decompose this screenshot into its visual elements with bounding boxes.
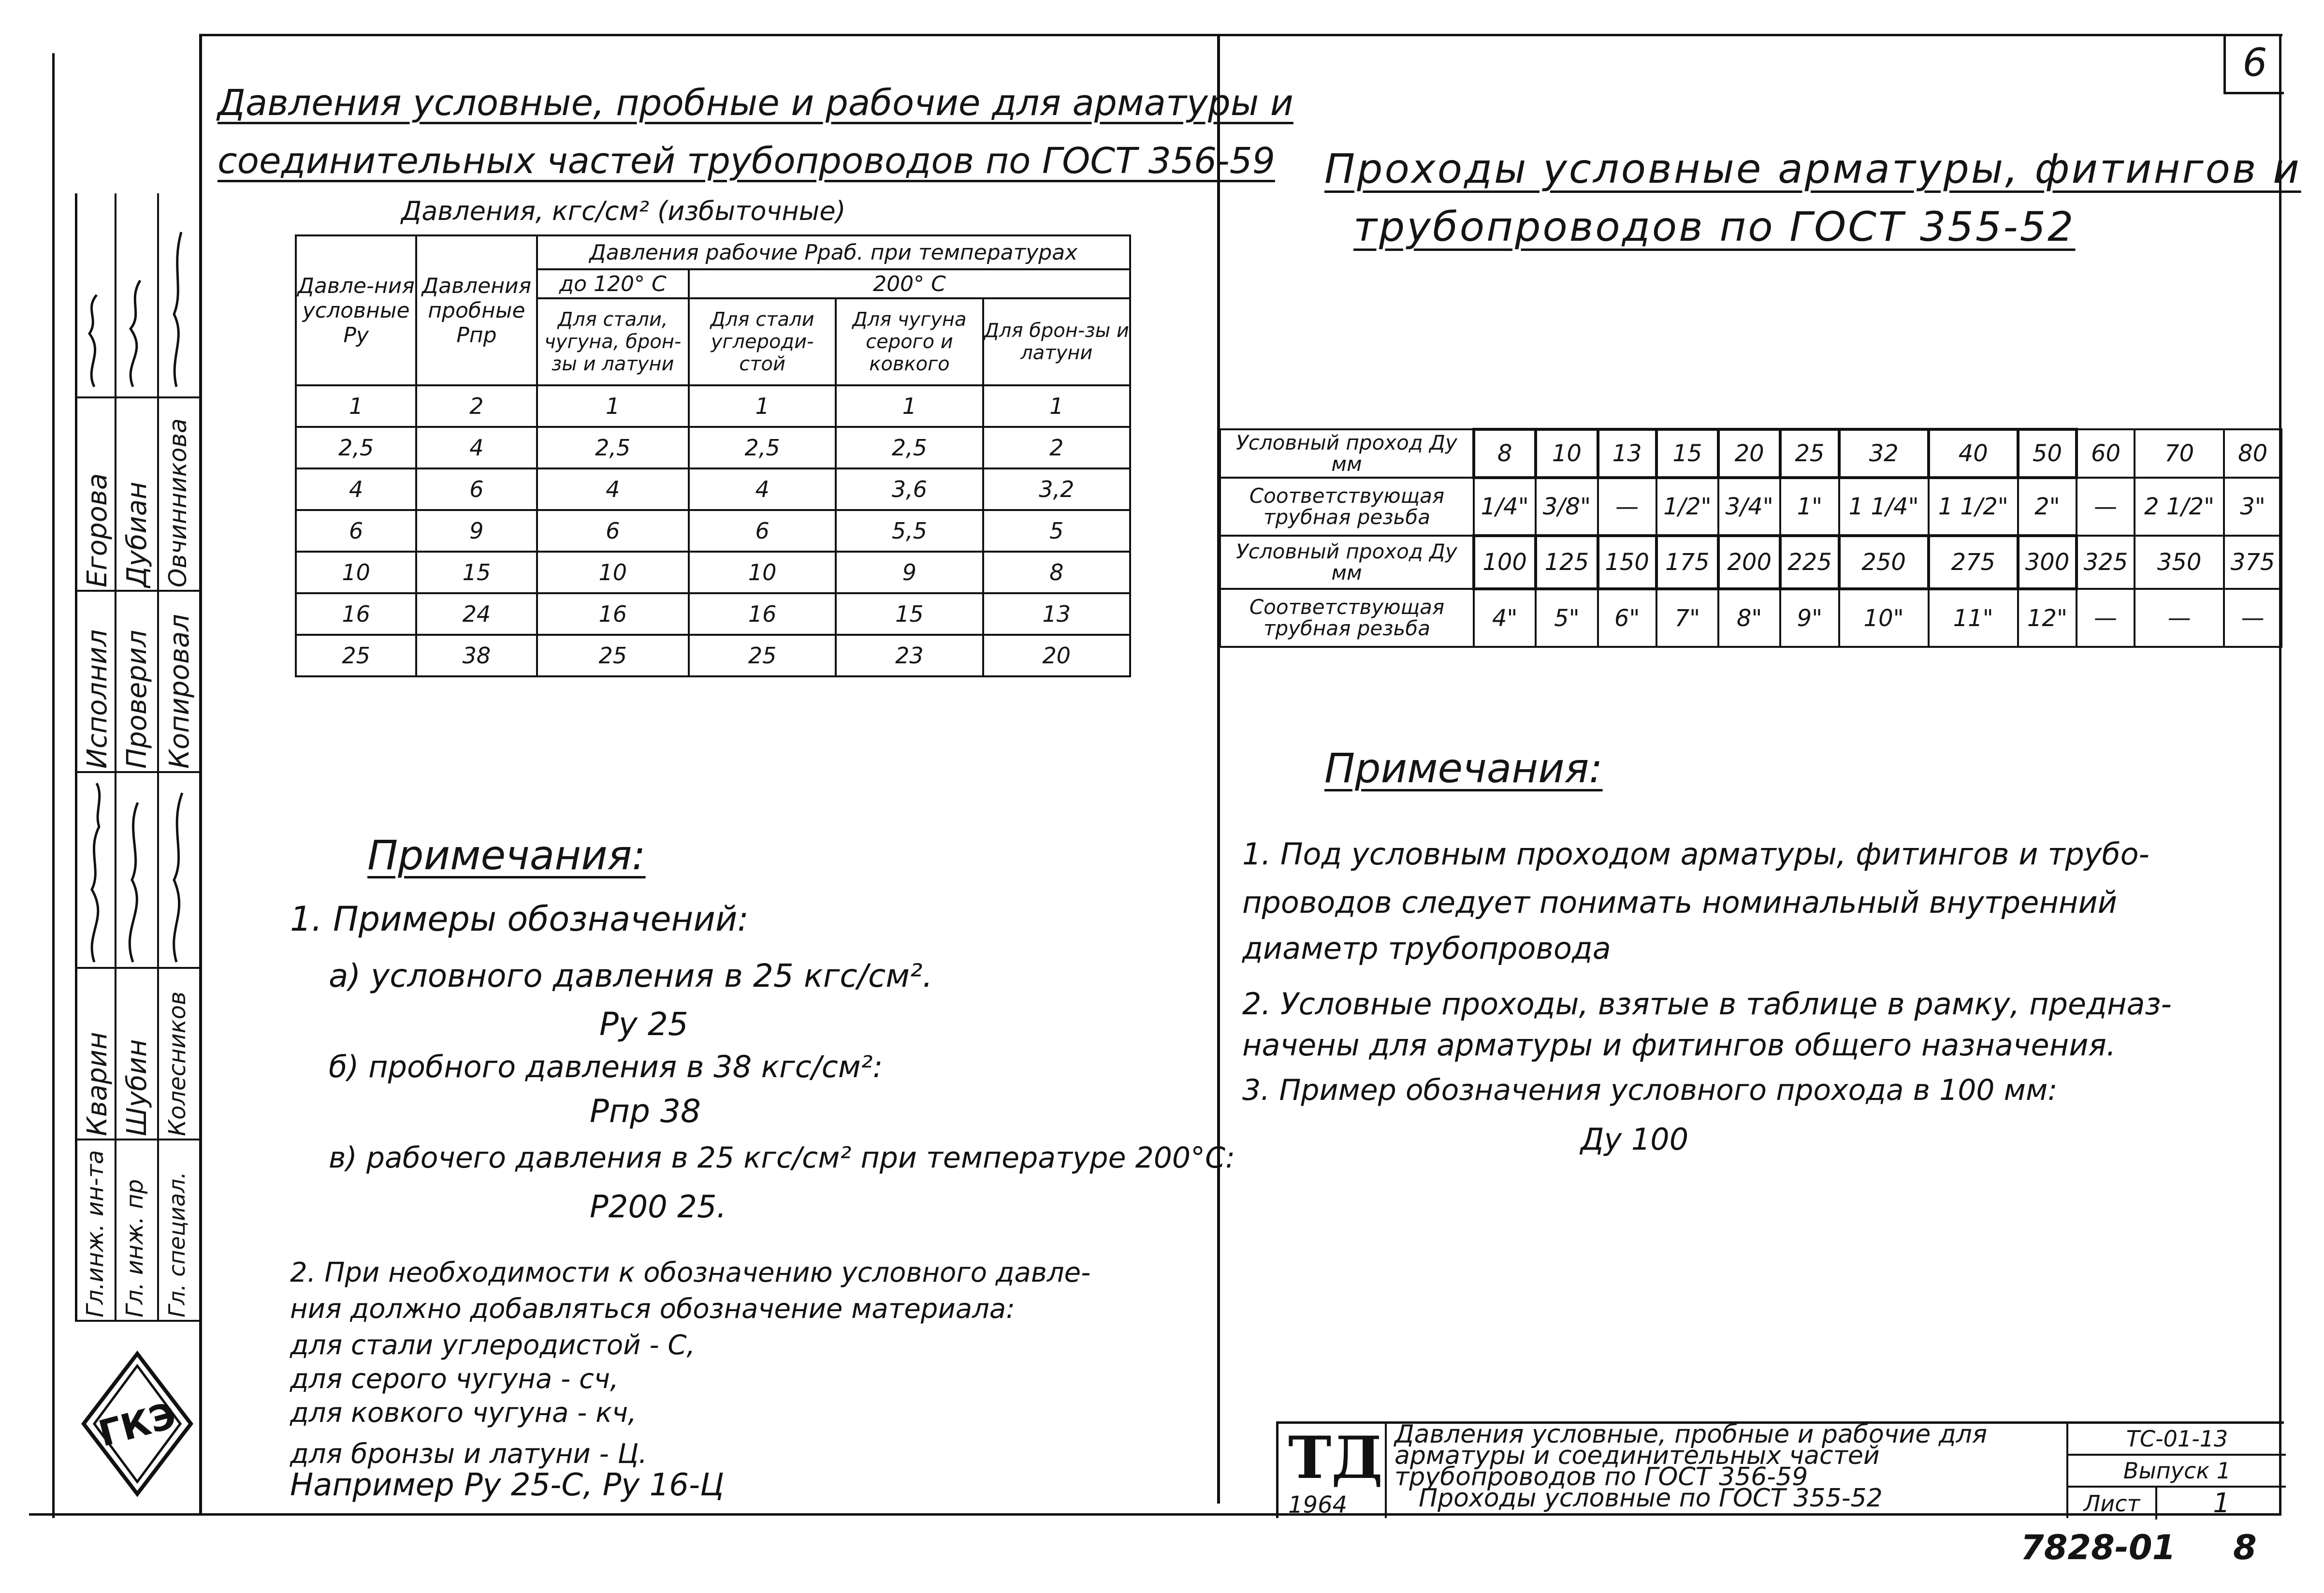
table-cell: 24	[416, 593, 537, 635]
table-cell: 250	[1839, 536, 1929, 589]
table-cell: 5,5	[836, 510, 983, 552]
left-title-line2: соединительных частей трубопроводов по ГОСТ 356-59	[218, 140, 1275, 182]
note-line: проводов следует понимать номинальный внутренний	[1242, 885, 2117, 920]
sidebar-row-line-4	[75, 967, 200, 969]
table-cell: 325	[2077, 536, 2135, 589]
note-line: в) рабочего давления в 25 кгс/см² при температуре 200°С:	[329, 1141, 1235, 1175]
stamp-page: 8	[2233, 1528, 2257, 1567]
table-row	[296, 427, 1130, 468]
left-subtitle: Давления, кгс/см² (избыточные)	[401, 196, 846, 226]
exec-role-3: Копировал	[164, 614, 195, 769]
table-cell: 4	[689, 468, 836, 510]
table-cell: 10"	[1839, 589, 1929, 647]
note-line: 2. При необходимости к обозначению условного давле-	[290, 1257, 1091, 1288]
left-title-line1: Давления условные, пробные и рабочие для арматуры и	[218, 82, 1293, 124]
table-cell: 10	[689, 552, 836, 593]
note-line: Ду 100	[1581, 1122, 1689, 1157]
table-cell: 15	[836, 593, 983, 635]
table-cell: 200	[1718, 536, 1780, 589]
table-row	[296, 468, 1130, 510]
table-cell: 125	[1536, 536, 1598, 589]
table-cell: 25	[296, 635, 416, 676]
table-cell: 3,6	[836, 468, 983, 510]
sidebar-row-line-2	[75, 590, 200, 592]
table-cell: —	[1598, 478, 1656, 536]
table-cell: 1 1/4"	[1839, 478, 1929, 536]
table-cell: 4	[296, 468, 416, 510]
title-block	[1276, 1421, 2284, 1518]
table-cell: 1	[836, 385, 983, 427]
table-cell: 1/2"	[1656, 478, 1718, 536]
exec-role-2: Проверил	[121, 629, 153, 769]
note-line: Ру 25	[599, 1006, 688, 1043]
table-row	[296, 552, 1130, 593]
table-cell: 13	[1598, 429, 1656, 478]
signatures-mid	[75, 774, 200, 967]
note-line: Например Ру 25-С, Ру 16-Ц	[290, 1467, 724, 1503]
right-notes-title: Примечания:	[1324, 745, 1603, 792]
title-desc-line3: трубопроводов по ГОСТ 356-59	[1394, 1462, 1808, 1491]
table-cell: 300	[2018, 536, 2077, 589]
table-cell: 7"	[1656, 589, 1718, 647]
table-cell: 6	[416, 468, 537, 510]
table-cell: 3"	[2224, 478, 2281, 536]
table-cell: 100	[1474, 536, 1536, 589]
logo-text: ГКЭ	[94, 1394, 181, 1455]
table-cell: 16	[296, 593, 416, 635]
frame-top	[199, 34, 2282, 36]
table-cell: 1	[983, 385, 1130, 427]
table-cell: 2,5	[836, 427, 983, 468]
th-test: Давления пробные Рпр	[416, 235, 537, 385]
table-cell: 10	[537, 552, 689, 593]
exec-name-3: Овчинникова	[164, 418, 192, 587]
note-line: 1. Примеры обозначений:	[290, 899, 749, 939]
row-label: Соответствующая трубная резьба	[1220, 478, 1474, 536]
table-cell: 2,5	[689, 427, 836, 468]
table-row	[296, 593, 1130, 635]
note-line: диаметр трубопровода	[1242, 931, 1611, 966]
title-desc-line1: Давления условные, пробные и рабочие для	[1394, 1420, 1988, 1449]
table-cell: 8	[1474, 429, 1536, 478]
table-cell: 10	[296, 552, 416, 593]
th-t200: 200° С	[689, 269, 1130, 298]
table-cell: 6"	[1598, 589, 1656, 647]
table-cell: 23	[836, 635, 983, 676]
page-number: 6	[2242, 40, 2267, 85]
table-cell: 8"	[1718, 589, 1780, 647]
frame-left-outer	[52, 53, 55, 1518]
table-cell: 225	[1780, 536, 1839, 589]
table-row	[296, 635, 1130, 676]
frame-right	[2279, 34, 2281, 1516]
stamp-code: 7828-01	[2020, 1528, 2176, 1567]
note-line: б) пробного давления в 38 кгс/см²:	[329, 1049, 883, 1084]
table-cell: 275	[1929, 536, 2018, 589]
table-cell: 16	[689, 593, 836, 635]
sidebar-row-line-1	[75, 396, 200, 398]
organization-logo	[75, 1344, 200, 1504]
sidebar-row-line-3	[75, 771, 200, 773]
title-logo-cell	[1278, 1424, 1387, 1518]
table-cell: 4	[537, 468, 689, 510]
th-t120: до 120° С	[537, 269, 689, 298]
title-desc-line4: Проходы условные по ГОСТ 355-52	[1419, 1484, 1883, 1513]
title-desc	[1394, 1420, 2081, 1518]
table-cell: 3/4"	[1718, 478, 1780, 536]
table-cell: —	[2135, 589, 2224, 647]
pressure-table	[295, 234, 1131, 677]
table-cell: 25	[1780, 429, 1839, 478]
table-row	[1220, 589, 2281, 647]
table-cell: 16	[537, 593, 689, 635]
role-1: Гл.инж. ин-та	[82, 1150, 109, 1317]
name-2: Шубин	[121, 1039, 153, 1136]
table-cell: 32	[1839, 429, 1929, 478]
table-cell: 20	[983, 635, 1130, 676]
table-cell: 2	[416, 385, 537, 427]
row-label: Условный проход Ду мм	[1220, 429, 1474, 478]
table-cell: 9	[836, 552, 983, 593]
role-2: Гл. инж. пр	[121, 1179, 148, 1317]
table-cell: 5"	[1536, 589, 1598, 647]
note-line: 1. Под условным проходом арматуры, фитингов и трубо-	[1242, 836, 2150, 872]
title-sheet-no: 1	[2213, 1488, 2230, 1519]
note-line: Рпр 38	[590, 1093, 701, 1130]
table-cell: 15	[416, 552, 537, 593]
role-3: Гл. специал.	[164, 1171, 190, 1317]
title-desc-line2: арматуры и соединительных частей	[1394, 1441, 1880, 1470]
table-cell: 6	[689, 510, 836, 552]
table-cell: —	[2077, 478, 2135, 536]
table-row	[1220, 478, 2281, 536]
sidebar-row-line-5	[75, 1139, 200, 1140]
note-line: Р200 25.	[590, 1189, 726, 1225]
note-line: для серого чугуна - сч,	[290, 1363, 619, 1395]
table-cell: 2 1/2"	[2135, 478, 2224, 536]
title-right-cells	[2066, 1424, 2286, 1518]
name-1: Кварин	[82, 1032, 113, 1136]
table-cell: 50	[2018, 429, 2077, 478]
table-cell: 20	[1718, 429, 1780, 478]
table-row	[296, 510, 1130, 552]
title-logo-letters: ТД	[1288, 1424, 1383, 1492]
table-cell: 1	[296, 385, 416, 427]
table-cell: 8	[983, 552, 1130, 593]
table-cell: 25	[537, 635, 689, 676]
table-cell: 11"	[1929, 589, 2018, 647]
table-row	[1220, 429, 2281, 478]
table-cell: 4	[416, 427, 537, 468]
exec-name-2: Дубиан	[121, 482, 153, 587]
sidebar	[75, 193, 200, 1518]
note-line: а) условного давления в 25 кгс/см².	[329, 957, 933, 994]
right-title-line1: Проходы условные арматуры, фитингов и	[1324, 145, 2301, 192]
table-cell: 1	[537, 385, 689, 427]
table-cell: 40	[1929, 429, 2018, 478]
table-cell: 2,5	[537, 427, 689, 468]
table-cell: 3/8"	[1536, 478, 1598, 536]
name-3: Колесников	[164, 991, 191, 1136]
table-cell: 10	[1536, 429, 1598, 478]
table-cell: 1"	[1780, 478, 1839, 536]
passage-table	[1219, 428, 2282, 648]
exec-name-1: Егорова	[82, 473, 113, 587]
signatures-top	[75, 193, 200, 396]
table-cell: 4"	[1474, 589, 1536, 647]
note-line: 2. Условные проходы, взятые в таблице в рамку, предназ-	[1242, 986, 2172, 1022]
table-row	[1220, 536, 2281, 589]
table-cell: —	[2077, 589, 2135, 647]
table-cell: 3,2	[983, 468, 1130, 510]
table-cell: 350	[2135, 536, 2224, 589]
title-logo-year: 1964	[1288, 1491, 1348, 1519]
th-working: Давления рабочие Рраб. при температурах	[537, 235, 1130, 269]
table-cell: 9	[416, 510, 537, 552]
frame-middle	[1217, 34, 1220, 1504]
table-cell: 1/4"	[1474, 478, 1536, 536]
page-number-box	[2223, 34, 2284, 94]
table-cell: 175	[1656, 536, 1718, 589]
table-cell: 375	[2224, 536, 2281, 589]
table-cell: —	[2224, 589, 2281, 647]
table-cell: 70	[2135, 429, 2224, 478]
th-col4: Для стали углероди-стой	[689, 298, 836, 385]
table-cell: 1 1/2"	[1929, 478, 2018, 536]
note-line: ния должно добавляться обозначение материала:	[290, 1293, 1016, 1325]
sidebar-row-line-6	[75, 1320, 200, 1322]
table-cell: 12"	[2018, 589, 2077, 647]
table-cell: 2,5	[296, 427, 416, 468]
th-col5: Для чугуна серого и ковкого	[836, 298, 983, 385]
title-code: ТС-01-13	[2068, 1424, 2286, 1456]
title-sheet-row	[2068, 1488, 2286, 1520]
title-issue: Выпуск 1	[2068, 1456, 2286, 1488]
right-title-line2: трубопроводов по ГОСТ 355-52	[1353, 203, 2076, 250]
table-cell: 9"	[1780, 589, 1839, 647]
table-cell: 60	[2077, 429, 2135, 478]
table-cell: 80	[2224, 429, 2281, 478]
row-label: Соответствующая трубная резьба	[1220, 589, 1474, 647]
table-cell: 2"	[2018, 478, 2077, 536]
th-col6: Для брон-зы и латуни	[983, 298, 1130, 385]
note-line: для стали углеродистой - С,	[290, 1330, 696, 1361]
table-cell: 38	[416, 635, 537, 676]
note-line: для ковкого чугуна - кч,	[290, 1397, 637, 1429]
note-line: начены для арматуры и фитингов общего назначения.	[1242, 1027, 2116, 1063]
left-notes-title: Примечания:	[367, 832, 646, 879]
table-cell: 1	[689, 385, 836, 427]
exec-role-1: Исполнил	[82, 629, 113, 769]
title-sheet-label: Лист	[2068, 1488, 2157, 1520]
table-cell: 6	[537, 510, 689, 552]
th-col3: Для стали, чугуна, брон-зы и латуни	[537, 298, 689, 385]
table-cell: 25	[689, 635, 836, 676]
table-row	[296, 385, 1130, 427]
table-cell: 2	[983, 427, 1130, 468]
th-conditional: Давле-ния условные Ру	[296, 235, 416, 385]
row-label: Условный проход Ду мм	[1220, 536, 1474, 589]
note-line: 3. Пример обозначения условного прохода в 100 мм:	[1242, 1073, 2058, 1107]
table-cell: 150	[1598, 536, 1656, 589]
table-cell: 6	[296, 510, 416, 552]
note-line: для бронзы и латуни - Ц.	[290, 1438, 647, 1470]
table-cell: 5	[983, 510, 1130, 552]
table-cell: 13	[983, 593, 1130, 635]
table-cell: 15	[1656, 429, 1718, 478]
